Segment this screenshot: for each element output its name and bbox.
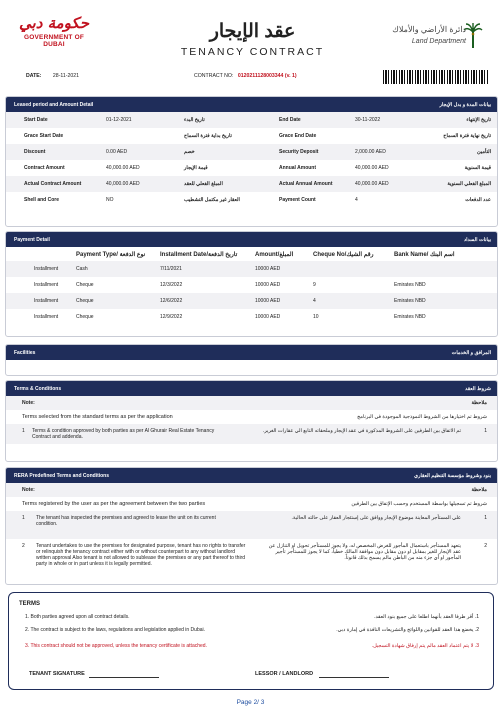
installment-date: 12/9/2022 <box>160 314 183 320</box>
payment-amount: 10000 AED <box>255 298 281 304</box>
facilities-title-ar: المرافق و الخدمات <box>451 350 491 356</box>
cheque-number: 9 <box>313 282 316 288</box>
col-bank-name: Bank Name/ اسم البنك <box>394 252 455 258</box>
lease-right-value: 4 <box>355 197 358 203</box>
lease-left-arabic: خصم <box>184 149 195 155</box>
rera-title-ar: بنود وشروط مؤسسة التنظيم العقاري <box>414 473 491 479</box>
terms-box <box>8 592 494 690</box>
lease-panel-header <box>6 97 497 112</box>
bank-name: Emirates NBD <box>394 298 426 304</box>
lease-left-arabic: تاريخ بداية فترة السماح <box>184 133 232 139</box>
lease-right-arabic: تاريخ الإنتهاء <box>466 117 491 123</box>
rera-registered-ar: شروط تم تسجيلها بواسطة المستخدم وحسب الإتفاق بين الطرفين <box>351 501 487 507</box>
rera-note-row <box>6 483 497 497</box>
terms-selected-row <box>6 410 497 424</box>
col-amount: Amount/المبلغ <box>255 252 294 258</box>
barcode <box>383 70 488 84</box>
land-department-logo <box>380 22 488 62</box>
lease-row <box>6 176 497 192</box>
terms-selected-ar: شروط تم اختيارها من الشروط النموذجية الموجودة في البرنامج <box>357 414 487 420</box>
payment-type: Cheque <box>76 314 94 320</box>
payment-type: Cash <box>76 266 88 272</box>
term-ar-1: 1. أقر طرفا العقد بأنهما اطلعا على جميع بنود العقد. <box>374 614 479 620</box>
tenant-signature-label: TENANT SIGNATURE <box>29 671 85 677</box>
lease-left-label: Actual Contract Amount <box>24 181 82 187</box>
lease-title-ar: بيانات المدة و بدل الإيجار <box>439 102 491 108</box>
gov-english-text: GOVERNMENT OF DUBAI <box>23 34 85 48</box>
lease-left-value: 0.00 AED <box>106 149 128 155</box>
payment-title-en: Payment Detail <box>14 237 50 243</box>
lease-period-panel <box>5 96 498 227</box>
lease-right-label: Grace End Date <box>279 133 317 139</box>
payment-type: Cheque <box>76 298 94 304</box>
term-en-2: 2. The contract is subject to the laws, regulations and legislation applied in Dubai. <box>25 627 206 633</box>
lease-right-value: 40,000.00 AED <box>355 165 389 171</box>
terms-note-row <box>6 396 497 410</box>
payment-row <box>6 309 497 325</box>
lease-left-arabic: قيمة الإيجار <box>184 165 208 171</box>
lease-right-label: Payment Count <box>279 197 316 203</box>
term-en-1: 1. Both parties agreed upon all contract details. <box>25 614 130 620</box>
palm-tree-icon <box>463 22 483 50</box>
lease-right-label: Actual Annual Amount <box>279 181 333 187</box>
lease-left-value: 40,000.00 AED <box>106 181 140 187</box>
contract-no-value: 0120211128003344 (v. 1) <box>237 73 297 79</box>
lease-right-label: End Date <box>279 117 301 123</box>
lease-left-label: Shell and Core <box>24 197 60 203</box>
lease-right-label: Security Deposit <box>279 149 319 155</box>
installment-date: 12/3/2022 <box>160 282 183 288</box>
terms-item-row <box>6 424 497 444</box>
contract-number-field <box>194 73 297 79</box>
date-value: 28-11-2021 <box>52 73 80 79</box>
lease-right-label: Annual Amount <box>279 165 317 171</box>
lease-left-label: Contract Amount <box>24 165 65 171</box>
installment-name: Installment <box>34 314 59 320</box>
payment-detail-panel <box>5 231 498 337</box>
installment-name: Installment <box>34 298 59 304</box>
installment-date: 12/6/2022 <box>160 298 183 304</box>
terms-item-num: 1 <box>22 428 25 434</box>
landlord-signature-label: LESSOR / LANDLORD <box>255 671 314 677</box>
term-ar-3: 3. لا يتم اعتماد العقد مالم يتم إرفاق شهادة التسجيل. <box>371 643 479 649</box>
document-title <box>170 22 335 58</box>
lease-left-value: 40,000.00 AED <box>106 165 140 171</box>
installment-name: Installment <box>34 282 59 288</box>
facilities-panel-header <box>6 345 497 360</box>
col-installment-date: Installment Date/تاريخ الدفعة <box>160 252 238 258</box>
lease-title-en: Leased period and Amount Detail <box>14 102 94 108</box>
lease-left-value: 01-12-2021 <box>106 117 132 123</box>
lease-row <box>6 192 497 208</box>
payment-panel-header <box>6 232 497 247</box>
lease-right-arabic: التأمين <box>477 149 491 155</box>
installment-date: 7/11/2021 <box>160 266 182 272</box>
facilities-title-en: Facilities <box>14 350 36 356</box>
lease-left-label: Grace Start Date <box>24 133 64 139</box>
terms-note-ar: ملاحظة <box>471 400 487 406</box>
col-payment-type: Payment Type/ نوع الدفعة <box>76 252 146 258</box>
rera-item-ar: علي المستأجر المعاينة موضوع الإيجار ووافق على إستئجار العقار على حالته الحالية. <box>291 515 461 521</box>
gov-arabic-text: حكومة دبي <box>19 14 89 32</box>
terms-note-en: Note: <box>22 400 35 406</box>
lease-row <box>6 112 497 128</box>
lease-right-arabic: عدد الدفعات <box>465 197 491 203</box>
term-ar-2: 2. يخضع هذا العقد للقوانين واللوائح والتشريعات النافذة في إمارة دبي. <box>336 627 479 633</box>
rera-registered-en: Terms registered by the user as per the agreement between the two parties <box>22 501 206 507</box>
installment-name: Installment <box>34 266 59 272</box>
rera-item-num-ar: 2 <box>484 543 487 549</box>
payment-amount: 10000 AED <box>255 314 281 320</box>
tenant-signature-line[interactable] <box>89 677 159 678</box>
bank-name: Emirates NBD <box>394 314 426 320</box>
cheque-number: 4 <box>313 298 316 304</box>
lease-left-arabic: العقار غير مكتمل التشطيب <box>184 197 240 203</box>
lease-right-value: 40,000.00 AED <box>355 181 389 187</box>
payment-title-ar: بيانات السداد <box>463 237 491 243</box>
lease-left-arabic: تاريخ البدء <box>184 117 205 123</box>
lease-row <box>6 160 497 176</box>
cheque-number: 10 <box>313 314 319 320</box>
title-english: TENANCY CONTRACT <box>180 46 325 58</box>
rera-item-num-ar: 1 <box>484 515 487 521</box>
terms-title-ar: شروط العقد <box>465 386 491 392</box>
lease-left-value: NO <box>106 197 114 203</box>
bank-name: Emirates NBD <box>394 282 426 288</box>
rera-terms-panel <box>5 467 498 585</box>
lease-right-arabic: قيمة السنوية <box>464 165 491 171</box>
terms-title-en: Terms & Conditions <box>14 386 62 392</box>
lease-row <box>6 128 497 144</box>
date-label: DATE: <box>26 73 42 79</box>
rera-item-num: 2 <box>22 543 25 549</box>
terms-box-title: TERMS <box>19 601 40 607</box>
government-of-dubai-logo <box>14 14 94 62</box>
payment-row <box>6 293 497 309</box>
rera-item-row <box>6 511 497 539</box>
terms-item-en: Terms & condition approved by both parties as per Al Ghurair Real Estate Tenancy Contract and addenda. <box>32 428 215 440</box>
payment-rows <box>6 261 497 325</box>
lease-left-label: Start Date <box>24 117 48 123</box>
rera-item-num: 1 <box>22 515 25 521</box>
facilities-panel <box>5 344 498 376</box>
col-cheque-no: Cheque No/رقم الشيك <box>313 252 374 258</box>
lease-right-value: 2,000.00 AED <box>355 149 386 155</box>
land-dept-arabic: دائرة الأراضي والأملاك <box>392 25 466 34</box>
rera-item-row <box>6 539 497 577</box>
lease-rows <box>6 112 497 208</box>
terms-selected-en: Terms selected from the standard terms as per the application <box>22 414 173 420</box>
landlord-signature-line[interactable] <box>319 677 389 678</box>
terms-conditions-panel <box>5 380 498 462</box>
rera-panel-header <box>6 468 497 483</box>
terms-panel-header <box>6 381 497 396</box>
payment-table-header <box>6 247 497 261</box>
lease-row <box>6 144 497 160</box>
payment-row <box>6 261 497 277</box>
date-field <box>26 73 79 79</box>
rera-item-en: Tenant undertakes to use the premises for designated purpose, tenant has no rights to transfer or relinquish the tenancy contract either with or without counterpart to any without landlord written approval Also tenant is not allowed to sublease the premises or any part thereof to third party in whole or in part unless it is legally permitted. <box>36 543 246 567</box>
rera-item-ar: يتعهد المستأجر باستعمال المأجور للغرض المخصص له، ولا يجوز للمستأجر تحويل او التنازل عن عقد الإيجار للغير بمقابل او دون مقابل دون موافقة المالك خطياً، كما لا يجوز للمستأجر تأجير المأجور او أي جزء منه من الباطن مالم يسمح بذلك قانوناً. <box>268 543 461 561</box>
payment-amount: 10000 AED <box>255 266 281 272</box>
payment-type: Cheque <box>76 282 94 288</box>
rera-title-en: RERA Predefined Terms and Conditions <box>14 473 110 479</box>
payment-amount: 10000 AED <box>255 282 281 288</box>
terms-item-num-ar: 1 <box>484 428 487 434</box>
payment-row <box>6 277 497 293</box>
rera-note-en: Note: <box>22 487 35 493</box>
contract-no-label: CONTRACT NO: <box>194 73 234 79</box>
term-en-3: 3. This contract should not be approved, unless the tenancy certificate is attached. <box>25 643 207 649</box>
lease-right-arabic: تاريخ نهاية فترة السماح <box>443 133 491 139</box>
page-number: Page 2/ 3 <box>236 699 265 706</box>
title-arabic: عقد الإيجار <box>209 21 296 42</box>
land-dept-english: Land Department <box>411 38 466 45</box>
rera-registered-row <box>6 497 497 511</box>
terms-item-ar: تم الاتفاق بين الطرفين على الشروط المذكورة في عقد الإيجار وملحقاته التابع الي عقارات الغرير. <box>262 428 461 434</box>
rera-note-ar: ملاحظة <box>471 487 487 493</box>
lease-left-label: Discount <box>24 149 46 155</box>
rera-item-en: The tenant has inspected the premises and agreed to lease the unit on its current condition. <box>36 515 216 527</box>
lease-right-value: 30-11-2022 <box>355 117 381 123</box>
lease-right-arabic: المبلغ الفعلي السنوية <box>447 181 491 187</box>
lease-left-arabic: المبلغ الفعلي للعقد <box>184 181 223 187</box>
